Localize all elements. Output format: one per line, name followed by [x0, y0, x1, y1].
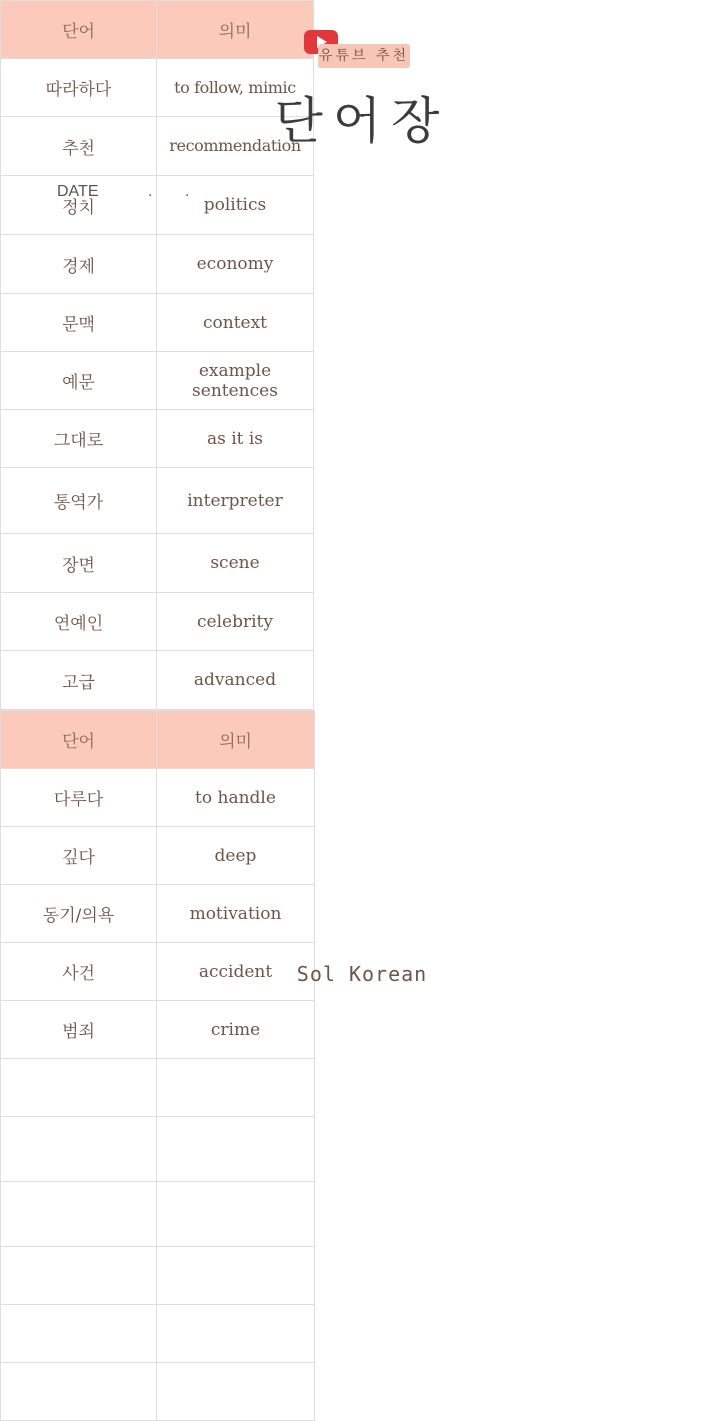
meaning-cell: celebrity [157, 593, 314, 651]
word-cell: 예문 [1, 352, 157, 410]
meaning-cell: crime [157, 1001, 315, 1059]
meaning-cell: motivation [157, 885, 315, 943]
meaning-cell: advanced [157, 651, 314, 710]
table-row [1, 1363, 315, 1421]
table-row [1, 294, 314, 352]
meaning-cell: scene [157, 534, 314, 593]
word-cell: 정치 [1, 176, 157, 235]
word-cell [1, 1247, 157, 1305]
table-row [1, 176, 314, 235]
meaning-cell: deep [157, 827, 315, 885]
meaning-cell [157, 1117, 315, 1182]
meaning-cell: to handle [157, 769, 315, 827]
date-label: DATE [57, 183, 99, 200]
column-header-word: 단어 [1, 711, 157, 769]
table-row [1, 1117, 315, 1182]
meaning-cell: recommendation [157, 117, 314, 176]
word-cell: 사건 [1, 943, 157, 1001]
table-header-row [1, 711, 315, 769]
word-cell: 고급 [1, 651, 157, 710]
footer-brand: Sol Korean [296, 962, 428, 986]
meaning-cell: interpreter [157, 468, 314, 534]
date-field [57, 180, 98, 204]
table-header-row [1, 1, 314, 59]
word-cell: 통역가 [1, 468, 157, 534]
meaning-cell: example sentences [157, 352, 314, 410]
meaning-cell: politics [157, 176, 314, 235]
badge-label: 유튜브 추천 [318, 44, 410, 68]
table-row [1, 410, 314, 468]
table-row [1, 534, 314, 593]
word-cell: 그대로 [1, 410, 157, 468]
meaning-cell: economy [157, 235, 314, 294]
table-row [1, 651, 314, 710]
word-cell: 장면 [1, 534, 157, 593]
meaning-cell [157, 1182, 315, 1247]
meaning-cell [157, 1363, 315, 1421]
meaning-cell: as it is [157, 410, 314, 468]
word-cell [1, 1363, 157, 1421]
word-cell [1, 1059, 157, 1117]
word-cell: 문맥 [1, 294, 157, 352]
word-cell: 깊다 [1, 827, 157, 885]
word-cell: 연예인 [1, 593, 157, 651]
word-cell: 동기/의욕 [1, 885, 157, 943]
word-cell [1, 1117, 157, 1182]
table-row [1, 769, 315, 827]
word-cell: 따라하다 [1, 59, 157, 117]
meaning-cell [157, 1305, 315, 1363]
column-header-meaning: 의미 [157, 711, 315, 769]
date-separator-day: . [185, 183, 190, 200]
word-cell: 범죄 [1, 1001, 157, 1059]
date-separator-month: . [148, 183, 153, 200]
column-header-meaning: 의미 [157, 1, 314, 59]
table-row [1, 235, 314, 294]
table-row [1, 1247, 315, 1305]
table-row [1, 352, 314, 410]
word-cell [1, 1182, 157, 1247]
table-row [1, 468, 314, 534]
word-cell: 경제 [1, 235, 157, 294]
table-row [1, 1182, 315, 1247]
column-header-word: 단어 [1, 1, 157, 59]
youtube-recommend-badge [304, 30, 414, 72]
page-title: 단어장 [274, 92, 450, 150]
word-cell [1, 1305, 157, 1363]
table-row [1, 885, 315, 943]
meaning-cell [157, 1059, 315, 1117]
vocab-table [0, 710, 315, 1421]
word-cell: 추천 [1, 117, 157, 176]
table-row [1, 593, 314, 651]
word-cell: 다루다 [1, 769, 157, 827]
meaning-cell: to follow, mimic [157, 59, 314, 117]
vocab-table-right [0, 710, 314, 1421]
table-row [1, 1001, 315, 1059]
table-row [1, 1059, 315, 1117]
table-row [1, 1305, 315, 1363]
meaning-cell [157, 1247, 315, 1305]
table-row [1, 827, 315, 885]
meaning-cell: accident [157, 943, 315, 1001]
meaning-cell: context [157, 294, 314, 352]
